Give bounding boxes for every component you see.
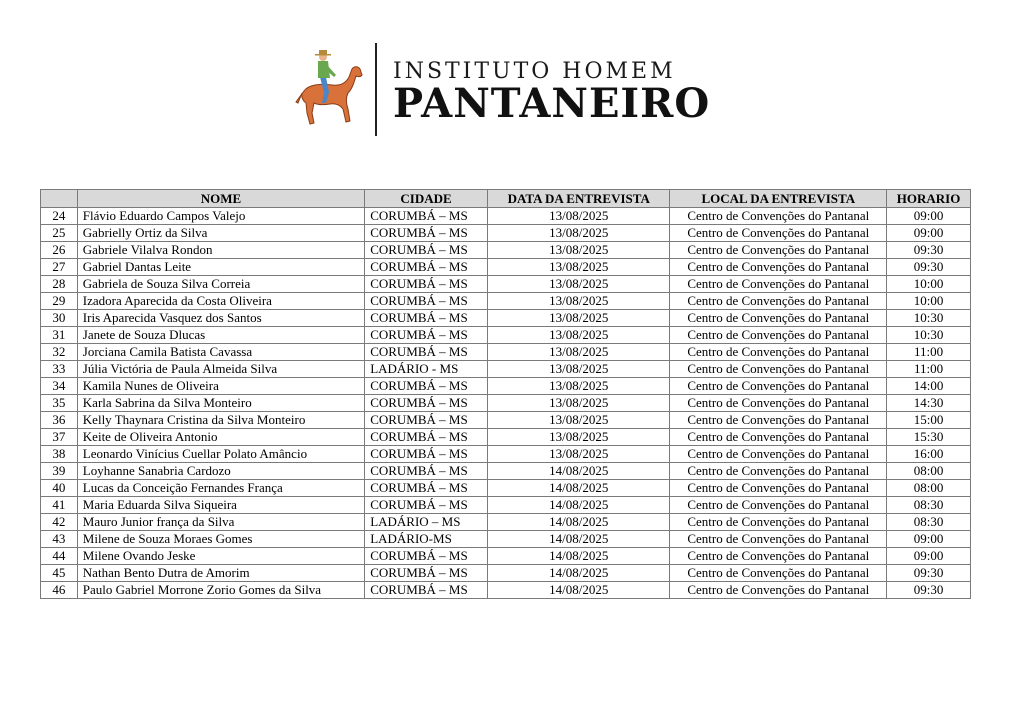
cell-cidade: CORUMBÁ – MS [365,565,488,582]
cell-num: 24 [41,208,78,225]
table-row [41,429,971,446]
col-header-cidade: CIDADE [365,190,488,208]
cell-local: Centro de Convenções do Pantanal [670,242,887,259]
cell-num: 40 [41,480,78,497]
cell-local: Centro de Convenções do Pantanal [670,531,887,548]
cell-local: Centro de Convenções do Pantanal [670,548,887,565]
cell-cidade: CORUMBÁ – MS [365,327,488,344]
cell-nome: Karla Sabrina da Silva Monteiro [77,395,364,412]
cell-horario: 08:00 [887,480,971,497]
cell-horario: 09:30 [887,259,971,276]
cell-local: Centro de Convenções do Pantanal [670,412,887,429]
cell-nome: Maria Eduarda Silva Siqueira [77,497,364,514]
cell-local: Centro de Convenções do Pantanal [670,344,887,361]
table-row [41,395,971,412]
cell-nome: Leonardo Vinícius Cuellar Polato Amâncio [77,446,364,463]
cell-nome: Gabriel Dantas Leite [77,259,364,276]
cell-cidade: CORUMBÁ – MS [365,582,488,599]
cell-data: 13/08/2025 [487,429,670,446]
cell-data: 13/08/2025 [487,276,670,293]
cell-nome: Izadora Aparecida da Costa Oliveira [77,293,364,310]
table-row [41,531,971,548]
cell-local: Centro de Convenções do Pantanal [670,276,887,293]
cell-nome: Flávio Eduardo Campos Valejo [77,208,364,225]
cell-data: 13/08/2025 [487,327,670,344]
cell-local: Centro de Convenções do Pantanal [670,310,887,327]
cell-horario: 10:30 [887,327,971,344]
cell-data: 13/08/2025 [487,310,670,327]
cell-nome: Keite de Oliveira Antonio [77,429,364,446]
cell-num: 26 [41,242,78,259]
cell-nome: Gabrielly Ortiz da Silva [77,225,364,242]
cell-nome: Kelly Thaynara Cristina da Silva Monteiro [77,412,364,429]
cell-local: Centro de Convenções do Pantanal [670,582,887,599]
cell-local: Centro de Convenções do Pantanal [670,225,887,242]
cell-data: 13/08/2025 [487,242,670,259]
cell-num: 38 [41,446,78,463]
cell-local: Centro de Convenções do Pantanal [670,565,887,582]
cell-local: Centro de Convenções do Pantanal [670,361,887,378]
cell-num: 34 [41,378,78,395]
table-row [41,225,971,242]
cell-local: Centro de Convenções do Pantanal [670,497,887,514]
cell-horario: 08:30 [887,514,971,531]
cell-local: Centro de Convenções do Pantanal [670,480,887,497]
cell-data: 13/08/2025 [487,259,670,276]
cell-nome: Paulo Gabriel Morrone Zorio Gomes da Silva [77,582,364,599]
cell-horario: 09:30 [887,582,971,599]
cell-local: Centro de Convenções do Pantanal [670,514,887,531]
cell-nome: Kamila Nunes de Oliveira [77,378,364,395]
cell-num: 32 [41,344,78,361]
cell-num: 27 [41,259,78,276]
cell-data: 13/08/2025 [487,446,670,463]
cell-data: 14/08/2025 [487,565,670,582]
cell-cidade: CORUMBÁ – MS [365,225,488,242]
cell-horario: 11:00 [887,361,971,378]
table-row [41,565,971,582]
cell-horario: 08:00 [887,463,971,480]
document-header [0,0,1024,150]
cell-num: 29 [41,293,78,310]
cell-local: Centro de Convenções do Pantanal [670,395,887,412]
cell-horario: 09:30 [887,242,971,259]
table-row [41,548,971,565]
cell-num: 31 [41,327,78,344]
cell-num: 39 [41,463,78,480]
cell-cidade: CORUMBÁ – MS [365,429,488,446]
cell-num: 25 [41,225,78,242]
cell-data: 13/08/2025 [487,412,670,429]
table-row [41,497,971,514]
cell-nome: Janete de Souza Dlucas [77,327,364,344]
cell-local: Centro de Convenções do Pantanal [670,259,887,276]
cell-data: 14/08/2025 [487,463,670,480]
cell-data: 14/08/2025 [487,582,670,599]
col-header-nome: NOME [77,190,364,208]
cell-num: 28 [41,276,78,293]
table-row [41,412,971,429]
cell-cidade: CORUMBÁ – MS [365,480,488,497]
cell-num: 46 [41,582,78,599]
cell-horario: 15:00 [887,412,971,429]
logo-title-line1: INSTITUTO HOMEM [393,59,676,84]
cell-cidade: LADÁRIO - MS [365,361,488,378]
table-body [41,208,971,599]
cell-horario: 10:30 [887,310,971,327]
cell-data: 13/08/2025 [487,225,670,242]
table-row [41,242,971,259]
cell-cidade: CORUMBÁ – MS [365,446,488,463]
cell-num: 33 [41,361,78,378]
cell-num: 37 [41,429,78,446]
cell-horario: 09:00 [887,225,971,242]
cell-data: 13/08/2025 [487,208,670,225]
cell-horario: 14:30 [887,395,971,412]
cell-nome: Iris Aparecida Vasquez dos Santos [77,310,364,327]
table-row [41,293,971,310]
cell-cidade: CORUMBÁ – MS [365,497,488,514]
cell-local: Centro de Convenções do Pantanal [670,463,887,480]
logo-divider [375,43,377,136]
table-row [41,259,971,276]
cell-cidade: CORUMBÁ – MS [365,259,488,276]
cell-local: Centro de Convenções do Pantanal [670,429,887,446]
cell-cidade: CORUMBÁ – MS [365,378,488,395]
cell-cidade: CORUMBÁ – MS [365,242,488,259]
cell-num: 41 [41,497,78,514]
cell-horario: 10:00 [887,276,971,293]
cell-data: 14/08/2025 [487,548,670,565]
table-row [41,310,971,327]
cell-local: Centro de Convenções do Pantanal [670,378,887,395]
cell-horario: 09:00 [887,208,971,225]
logo-title-line2: PANTANEIRO [393,80,711,127]
cell-cidade: CORUMBÁ – MS [365,293,488,310]
cell-cidade: CORUMBÁ – MS [365,276,488,293]
cell-num: 45 [41,565,78,582]
cell-nome: Nathan Bento Dutra de Amorim [77,565,364,582]
cell-cidade: CORUMBÁ – MS [365,463,488,480]
table-row [41,276,971,293]
horse-rider-logo-icon [294,47,364,131]
cell-horario: 08:30 [887,497,971,514]
col-header-local: LOCAL DA ENTREVISTA [670,190,887,208]
cell-cidade: CORUMBÁ – MS [365,344,488,361]
cell-nome: Gabriela de Souza Silva Correia [77,276,364,293]
cell-horario: 09:00 [887,531,971,548]
cell-horario: 09:00 [887,548,971,565]
col-header-data: DATA DA ENTREVISTA [487,190,670,208]
cell-num: 35 [41,395,78,412]
table-row [41,480,971,497]
cell-horario: 15:30 [887,429,971,446]
cell-nome: Lucas da Conceição Fernandes França [77,480,364,497]
cell-local: Centro de Convenções do Pantanal [670,208,887,225]
cell-data: 14/08/2025 [487,531,670,548]
table-row [41,582,971,599]
cell-cidade: LADÁRIO-MS [365,531,488,548]
cell-horario: 14:00 [887,378,971,395]
cell-nome: Júlia Victória de Paula Almeida Silva [77,361,364,378]
cell-cidade: CORUMBÁ – MS [365,412,488,429]
cell-local: Centro de Convenções do Pantanal [670,293,887,310]
cell-data: 13/08/2025 [487,293,670,310]
cell-data: 13/08/2025 [487,395,670,412]
cell-horario: 11:00 [887,344,971,361]
cell-num: 43 [41,531,78,548]
cell-num: 36 [41,412,78,429]
cell-cidade: CORUMBÁ – MS [365,395,488,412]
cell-nome: Milene de Souza Moraes Gomes [77,531,364,548]
table-header-row [41,190,971,208]
cell-cidade: CORUMBÁ – MS [365,310,488,327]
rider-hat-shape [315,50,331,56]
cell-horario: 10:00 [887,293,971,310]
interview-schedule-table [40,189,971,599]
cell-data: 13/08/2025 [487,361,670,378]
cell-data: 13/08/2025 [487,344,670,361]
table-row [41,208,971,225]
col-header-horario: HORARIO [887,190,971,208]
table-row [41,344,971,361]
cell-local: Centro de Convenções do Pantanal [670,446,887,463]
cell-nome: Mauro Junior frança da Silva [77,514,364,531]
cell-local: Centro de Convenções do Pantanal [670,327,887,344]
cell-data: 14/08/2025 [487,514,670,531]
cell-data: 14/08/2025 [487,480,670,497]
col-header-num [41,190,78,208]
cell-nome: Milene Ovando Jeske [77,548,364,565]
table-row [41,446,971,463]
cell-horario: 16:00 [887,446,971,463]
cell-cidade: CORUMBÁ – MS [365,548,488,565]
table-row [41,361,971,378]
cell-num: 42 [41,514,78,531]
cell-horario: 09:30 [887,565,971,582]
cell-nome: Jorciana Camila Batista Cavassa [77,344,364,361]
cell-nome: Gabriele Vilalva Rondon [77,242,364,259]
cell-cidade: CORUMBÁ – MS [365,208,488,225]
cell-num: 30 [41,310,78,327]
table-row [41,327,971,344]
table-row [41,514,971,531]
cell-data: 14/08/2025 [487,497,670,514]
cell-data: 13/08/2025 [487,378,670,395]
cell-nome: Loyhanne Sanabria Cardozo [77,463,364,480]
cell-cidade: LADÁRIO – MS [365,514,488,531]
cell-num: 44 [41,548,78,565]
table-row [41,378,971,395]
table-row [41,463,971,480]
